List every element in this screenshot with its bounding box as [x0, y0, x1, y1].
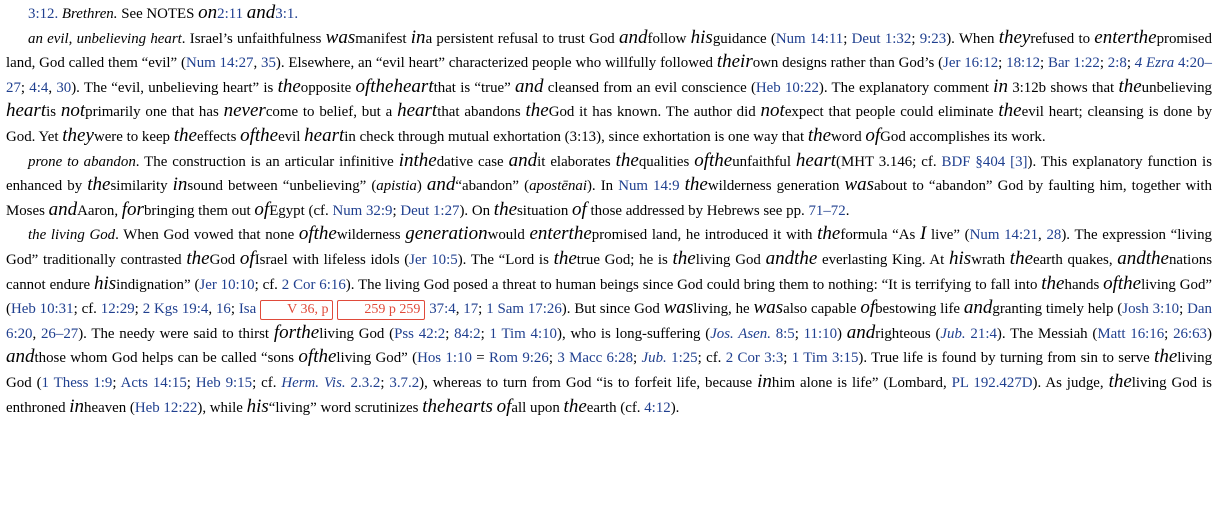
text: living God” ( [6, 276, 1213, 318]
text: 3:12b shows that [1007, 79, 1119, 96]
emph-word: of [572, 198, 587, 220]
text: live” ( [926, 227, 970, 244]
text: ). This explanatory function is enhanced by [6, 153, 1212, 195]
paragraph-verse-heading [6, 2, 1212, 27]
text: follow [647, 30, 691, 47]
text: ). On [459, 202, 494, 219]
text: a persistent refusal to trust God [425, 30, 620, 47]
scripture-link[interactable]: Num 14:21 [969, 227, 1039, 244]
emph-word: the [615, 149, 639, 171]
text: bestowing life [875, 301, 964, 318]
scripture-link[interactable]: 21:4 [970, 325, 997, 342]
emph-word: hearts [445, 395, 493, 417]
text: ), whereas to turn from God “is to forfeit life, because [419, 374, 758, 391]
text: Egypt (cf. [269, 202, 333, 219]
emph-word: and [508, 149, 538, 171]
emph-word: the [998, 100, 1022, 122]
emph-word: in [410, 26, 426, 48]
text: wrath [971, 251, 1010, 268]
text: wilderness [336, 227, 406, 244]
scripture-link[interactable]: Jub. [641, 350, 667, 367]
scripture-link[interactable]: 9:23 [919, 30, 947, 47]
emph-word: enter [529, 223, 569, 245]
text: that abandons [437, 104, 526, 121]
text: . Israel’s unfaithfulness [181, 30, 326, 47]
emph-word: and [48, 198, 78, 220]
text: living God” ( [336, 350, 418, 367]
emph-word: was [844, 174, 875, 196]
verse-ref[interactable]: 3:12. [28, 6, 62, 22]
emph-word: the [87, 174, 111, 196]
emph-word: the [296, 321, 320, 343]
scripture-link[interactable]: Heb 10:22 [755, 79, 819, 96]
emph-word: the [553, 247, 577, 269]
text: those whom God helps can be called “sons [34, 350, 299, 367]
emph-word: his [93, 272, 117, 294]
text: nations cannot endure [6, 251, 1212, 293]
text: word [831, 128, 866, 145]
greek-term: apistia [376, 178, 417, 195]
emph-word: the [313, 346, 337, 368]
scripture-link[interactable]: 4:12 [644, 399, 671, 416]
emph-word: of [239, 247, 255, 269]
text: ). The living God posed a threat to human beings since God could bring them to nothing: “It is terrifying to fall into [345, 276, 1042, 293]
emph-word: his [690, 26, 713, 48]
text: promised land, God called them “evil” ( [6, 30, 1212, 72]
text: ; [112, 374, 121, 391]
paragraph-prone-to-abandon [6, 150, 1212, 224]
text: ). The expression “living God” traditionally contrasted [6, 227, 1213, 268]
text: formula “As [840, 227, 921, 244]
text: “abandon” ( [455, 178, 530, 195]
scripture-link[interactable]: Hos 1:10 [417, 350, 472, 367]
text: , [208, 301, 216, 318]
scripture-link[interactable]: 26–27 [40, 325, 79, 342]
emph-word: the [807, 124, 832, 146]
text: = [471, 350, 490, 367]
scripture-link[interactable]: 1 Tim 3:15 [791, 350, 859, 367]
emph-word: the [493, 198, 518, 220]
scripture-link[interactable]: 37:4 [429, 301, 456, 318]
emph-word: his [949, 247, 972, 269]
scripture-link[interactable]: 4 Ezra [1134, 55, 1175, 72]
text: is [46, 104, 61, 121]
emph-word: was [325, 26, 356, 48]
emph-word: of [694, 149, 710, 171]
emph-word: of [496, 395, 512, 417]
text: ). The explanatory comment [818, 79, 994, 96]
emph-word: never [223, 100, 266, 122]
emph-word: of [355, 75, 371, 97]
emph-word: heart [393, 75, 434, 97]
page-marker-badge[interactable]: 259 p 259 [337, 300, 425, 320]
text: ). True life is found by turning from sin to serve [858, 350, 1155, 367]
scripture-link[interactable]: 3:1. [275, 6, 299, 22]
scripture-link[interactable]: 4:4 [29, 79, 49, 96]
scripture-link[interactable]: 11:10 [803, 325, 838, 342]
page-link[interactable]: 71–72 [808, 202, 846, 219]
emph-word: the [413, 149, 437, 171]
text: it elaborates [537, 153, 616, 170]
scripture-link[interactable]: Dan 6:20 [6, 301, 1212, 342]
scripture-link[interactable]: 2 Cor 3:3 [725, 350, 784, 367]
text: ; cf. [252, 374, 282, 391]
text: ), while [197, 399, 247, 416]
emph-word: the [563, 395, 587, 417]
scripture-link[interactable]: Num 14:27 [185, 55, 254, 72]
greek-term: apostēnai [529, 178, 587, 195]
text: Aaron, [77, 202, 122, 219]
text: ; [230, 301, 239, 318]
scripture-link[interactable]: Jer 10:10 [199, 276, 255, 293]
scripture-link[interactable]: Jub. [940, 325, 966, 342]
scripture-link[interactable]: 4:20–27 [6, 55, 1212, 96]
text: . The construction is an articular infinitive [135, 153, 399, 170]
text: hands [1064, 276, 1104, 293]
text: in check through mutual exhortation (3:13), since exhortation is one way that [344, 128, 808, 145]
text: , [32, 325, 41, 342]
emph-word: of [1103, 272, 1118, 294]
paragraph-living-god [6, 223, 1212, 420]
text: living God is enthroned [6, 374, 1212, 416]
text: come to belief, but a [265, 104, 398, 121]
emph-word: the [817, 223, 841, 245]
text: him alone is life” (Lombard, [771, 374, 952, 391]
scripture-link[interactable]: 1 Thess 1:9 [41, 374, 113, 391]
text: ; [134, 301, 143, 318]
scripture-link[interactable]: Pss 42:2 [394, 325, 446, 342]
text: ; [20, 79, 30, 96]
lemma: an evil, unbelieving heart [28, 30, 182, 47]
scripture-link[interactable]: 8:5 [775, 325, 795, 342]
scripture-link[interactable]: 35 [261, 55, 276, 72]
emph-word: was [753, 297, 784, 319]
text: See NOTES [117, 6, 199, 22]
scripture-link[interactable]: 2.3.2 [350, 374, 381, 391]
emph-word: enter [1094, 26, 1134, 48]
emph-word: the [1117, 272, 1142, 294]
emph-word: and [1117, 247, 1146, 269]
scripture-link[interactable]: Acts 14:15 [120, 374, 187, 391]
scripture-link[interactable]: Num 32:9 [332, 202, 393, 219]
text: ; [1179, 301, 1188, 318]
emph-word: and [619, 26, 648, 48]
emph-word: the [254, 124, 279, 146]
text: living God [695, 251, 766, 268]
text: heaven ( [84, 399, 135, 416]
text: dative case [436, 153, 509, 170]
text: Israel with lifeless idols ( [254, 251, 410, 268]
text: manifest [355, 30, 411, 47]
text: ; [843, 30, 852, 47]
text: qualities [638, 153, 695, 170]
scripture-link[interactable]: 30 [56, 79, 72, 96]
emph-word: of [240, 124, 255, 146]
text: also capable [783, 301, 861, 318]
text: evil heart; cleansing is done by God. Yet [6, 104, 1213, 145]
scripture-link[interactable]: Heb 9:15 [195, 374, 253, 391]
scripture-link[interactable]: 2:8 [1107, 55, 1127, 72]
emph-word: the [672, 247, 696, 269]
scripture-link[interactable]: 16 [215, 301, 231, 318]
text: would [487, 227, 530, 244]
text: (MHT 3.146; cf. [836, 153, 942, 170]
emph-word: his [246, 395, 269, 417]
emph-word: they [62, 124, 94, 146]
paragraph-evil-heart [6, 27, 1212, 150]
text: ; [186, 374, 196, 391]
emph-word: the [1154, 346, 1178, 368]
page-marker-badge[interactable]: V 36, p [260, 300, 333, 320]
emph-word: in [398, 149, 414, 171]
emph-word: the [684, 174, 708, 196]
emph-word: in [69, 395, 85, 417]
text: indignation” ( [116, 276, 200, 293]
text: ). In [586, 178, 619, 195]
emph-word: not [760, 100, 785, 122]
text: ). As judge, [1032, 374, 1109, 391]
text: ). [670, 399, 680, 416]
text: ; [1164, 325, 1174, 342]
emph-word: the [568, 223, 592, 245]
emph-word: the [173, 124, 197, 146]
scripture-link[interactable]: 17 [463, 301, 479, 318]
scripture-link[interactable]: Jos. Asen. [710, 325, 771, 342]
emph-word: and [246, 2, 276, 23]
text: ; cf. [697, 350, 726, 367]
scripture-link[interactable]: Matt 16:16 [1097, 325, 1165, 342]
emph-word: of [254, 198, 270, 220]
scripture-link[interactable]: Jer 10:5 [409, 251, 458, 268]
emph-word: not [60, 100, 86, 122]
text: opposite [300, 79, 356, 96]
text: guidance ( [712, 30, 776, 47]
text: , [48, 79, 57, 96]
emph-word: and [963, 297, 993, 319]
emph-word: I [920, 223, 927, 245]
emph-word: the [525, 100, 549, 122]
text: ; [783, 350, 792, 367]
emph-word: the [794, 247, 818, 269]
scripture-link[interactable]: 18:12 [1006, 55, 1041, 72]
scripture-link[interactable]: Heb 10:31 [10, 301, 74, 318]
text: ). When [946, 30, 999, 47]
text: ). The “evil, unbelieving heart” is [71, 79, 278, 96]
emph-word: the [277, 75, 301, 97]
emph-word: in [993, 75, 1008, 97]
text: ), who is long-suffering ( [557, 325, 711, 342]
emph-word: the [186, 247, 210, 269]
text: ; [998, 55, 1007, 72]
emph-word: heart [795, 149, 836, 171]
emph-word: and [6, 346, 35, 368]
text: expect that people could eliminate [784, 104, 999, 121]
emph-word: the [1108, 370, 1132, 392]
emph-word: the [1118, 75, 1142, 97]
text: that is “true” [433, 79, 516, 96]
text: ; [1099, 55, 1108, 72]
emph-word: the [1041, 272, 1065, 294]
scripture-link[interactable]: 2 Cor 6:16 [281, 276, 346, 293]
text: ; cf. [254, 276, 282, 293]
emph-word: of [298, 346, 314, 368]
scripture-link[interactable]: Jer 16:12 [943, 55, 999, 72]
text: own designs rather than God’s ( [752, 55, 944, 72]
scripture-link[interactable]: 2:11 [217, 6, 247, 22]
emph-word: heart [6, 100, 47, 122]
emph-word: for [273, 321, 296, 343]
emph-word: their [716, 51, 753, 73]
lemma: Brethren. [61, 6, 118, 22]
commentary-page [6, 2, 1212, 420]
text: ). The “Lord is [457, 251, 554, 268]
text: , [253, 55, 262, 72]
scripture-link[interactable]: Num 14:11 [775, 30, 844, 47]
text: ; [478, 301, 487, 318]
emph-word: the [709, 149, 733, 171]
scripture-link[interactable]: 3.7.2 [389, 374, 420, 391]
text: righteous ( [875, 325, 941, 342]
scripture-link[interactable]: Deut 1:27 [400, 202, 460, 219]
scripture-link[interactable]: Herm. Vis. [281, 374, 346, 391]
emph-word: in [757, 370, 772, 392]
emph-word: the [313, 223, 337, 245]
emph-word: of [865, 124, 881, 146]
text: ) [1207, 325, 1212, 342]
text: , [455, 301, 464, 318]
text: those addressed by Hebrews see pp. [586, 202, 809, 219]
text: God [209, 251, 240, 268]
text: . When God vowed that none [115, 227, 299, 244]
emph-word: of [860, 297, 876, 319]
emph-word: on [198, 2, 218, 23]
scripture-link[interactable]: Deut 1:32 [851, 30, 912, 47]
text: living, he [693, 301, 754, 318]
text: ; [911, 30, 920, 47]
text: situation [517, 202, 573, 219]
scripture-link[interactable]: 1:25 [671, 350, 698, 367]
text: all upon [511, 399, 564, 416]
text: “living” word scrutinizes [268, 399, 423, 416]
text: were to keep [93, 128, 174, 145]
scripture-link[interactable]: 3 Macc 6:28 [557, 350, 634, 367]
scripture-link[interactable]: 84:2 [454, 325, 481, 342]
text: similarity [110, 178, 173, 195]
emph-word: they [998, 26, 1031, 48]
emph-word: of [298, 223, 314, 245]
scripture-link[interactable]: Rom 9:26 [489, 350, 549, 367]
emph-word: the [422, 395, 446, 417]
text: ; [1126, 55, 1135, 72]
emph-word: heart [397, 100, 438, 122]
text: bringing them out [143, 202, 255, 219]
text: effects [196, 128, 241, 145]
scripture-link[interactable]: 1 Tim 4:10 [489, 325, 557, 342]
scripture-link[interactable]: 2 Kgs 19:4 [142, 301, 209, 318]
text: ; [380, 374, 390, 391]
text: sound between “unbelieving” ( [187, 178, 377, 195]
text: refused to [1030, 30, 1095, 47]
text: unbelieving [1141, 79, 1212, 96]
grammar-link[interactable]: BDF §404 [3] [941, 153, 1028, 170]
emph-word: and [426, 174, 456, 196]
text: promised land, he introduced it with [591, 227, 818, 244]
text: ) [837, 325, 847, 342]
text: ; [548, 350, 558, 367]
patristic-link[interactable]: PL 192.427D [951, 374, 1033, 391]
text: ). But since God [561, 301, 664, 318]
text: ; [633, 350, 642, 367]
emph-word: was [663, 297, 694, 319]
text: ). The needy were said to thirst [78, 325, 274, 342]
scripture-link[interactable]: 26:63 [1173, 325, 1207, 342]
emph-word: and [515, 75, 544, 97]
scripture-link[interactable]: Num 14:9 [618, 178, 680, 195]
text: ; [794, 325, 804, 342]
text: earth quakes, [1033, 251, 1118, 268]
text: ; cf. [73, 301, 101, 318]
text: . [845, 202, 850, 219]
scripture-link[interactable]: Josh 3:10 [1122, 301, 1180, 318]
text: cleansed from an evil conscience ( [543, 79, 756, 96]
text: earth (cf. [586, 399, 645, 416]
emph-word: heart [304, 124, 345, 146]
text: everlasting King. At [817, 251, 949, 268]
text: God accomplishes its work. [880, 128, 1046, 145]
emph-word: for [121, 198, 144, 220]
emph-word: the [1009, 247, 1034, 269]
text: primarily one that has [85, 104, 224, 121]
text: evil [278, 128, 305, 145]
text: ). Elsewhere, an “evil heart” characterized people who willfully followed [275, 55, 717, 72]
text: ; [445, 325, 455, 342]
scripture-link[interactable]: Heb 12:22 [134, 399, 198, 416]
text: ; [1040, 55, 1049, 72]
scripture-link[interactable]: Isa [238, 301, 257, 318]
scripture-link[interactable]: 12:29 [100, 301, 135, 318]
emph-word: and [765, 247, 795, 269]
lemma: prone to abandon [28, 153, 136, 170]
emph-word: the [1133, 26, 1157, 48]
scripture-link[interactable]: 1 Sam 17:26 [486, 301, 562, 318]
text: God it has known. The author did [548, 104, 761, 121]
scripture-link[interactable]: 28 [1046, 227, 1062, 244]
text: living God ( [6, 350, 1213, 391]
lemma: the living God [28, 227, 116, 244]
text: , [1038, 227, 1047, 244]
scripture-link[interactable]: Bar 1:22 [1048, 55, 1100, 72]
text: granting timely help ( [992, 301, 1123, 318]
text: unfaithful [732, 153, 796, 170]
text: wilderness generation [707, 178, 845, 195]
text: living God ( [319, 325, 395, 342]
emph-word: and [846, 321, 876, 343]
text: ). The Messiah ( [996, 325, 1098, 342]
emph-word: in [172, 174, 188, 196]
emph-word: generation [405, 223, 488, 245]
emph-word: the [1145, 247, 1169, 269]
emph-word: the [370, 75, 394, 97]
text: ; [480, 325, 490, 342]
text: ) [416, 178, 427, 195]
text: true God; he is [576, 251, 673, 268]
text: ; [392, 202, 401, 219]
text: about to “abandon” God by faulting him, together with Moses [6, 178, 1212, 219]
